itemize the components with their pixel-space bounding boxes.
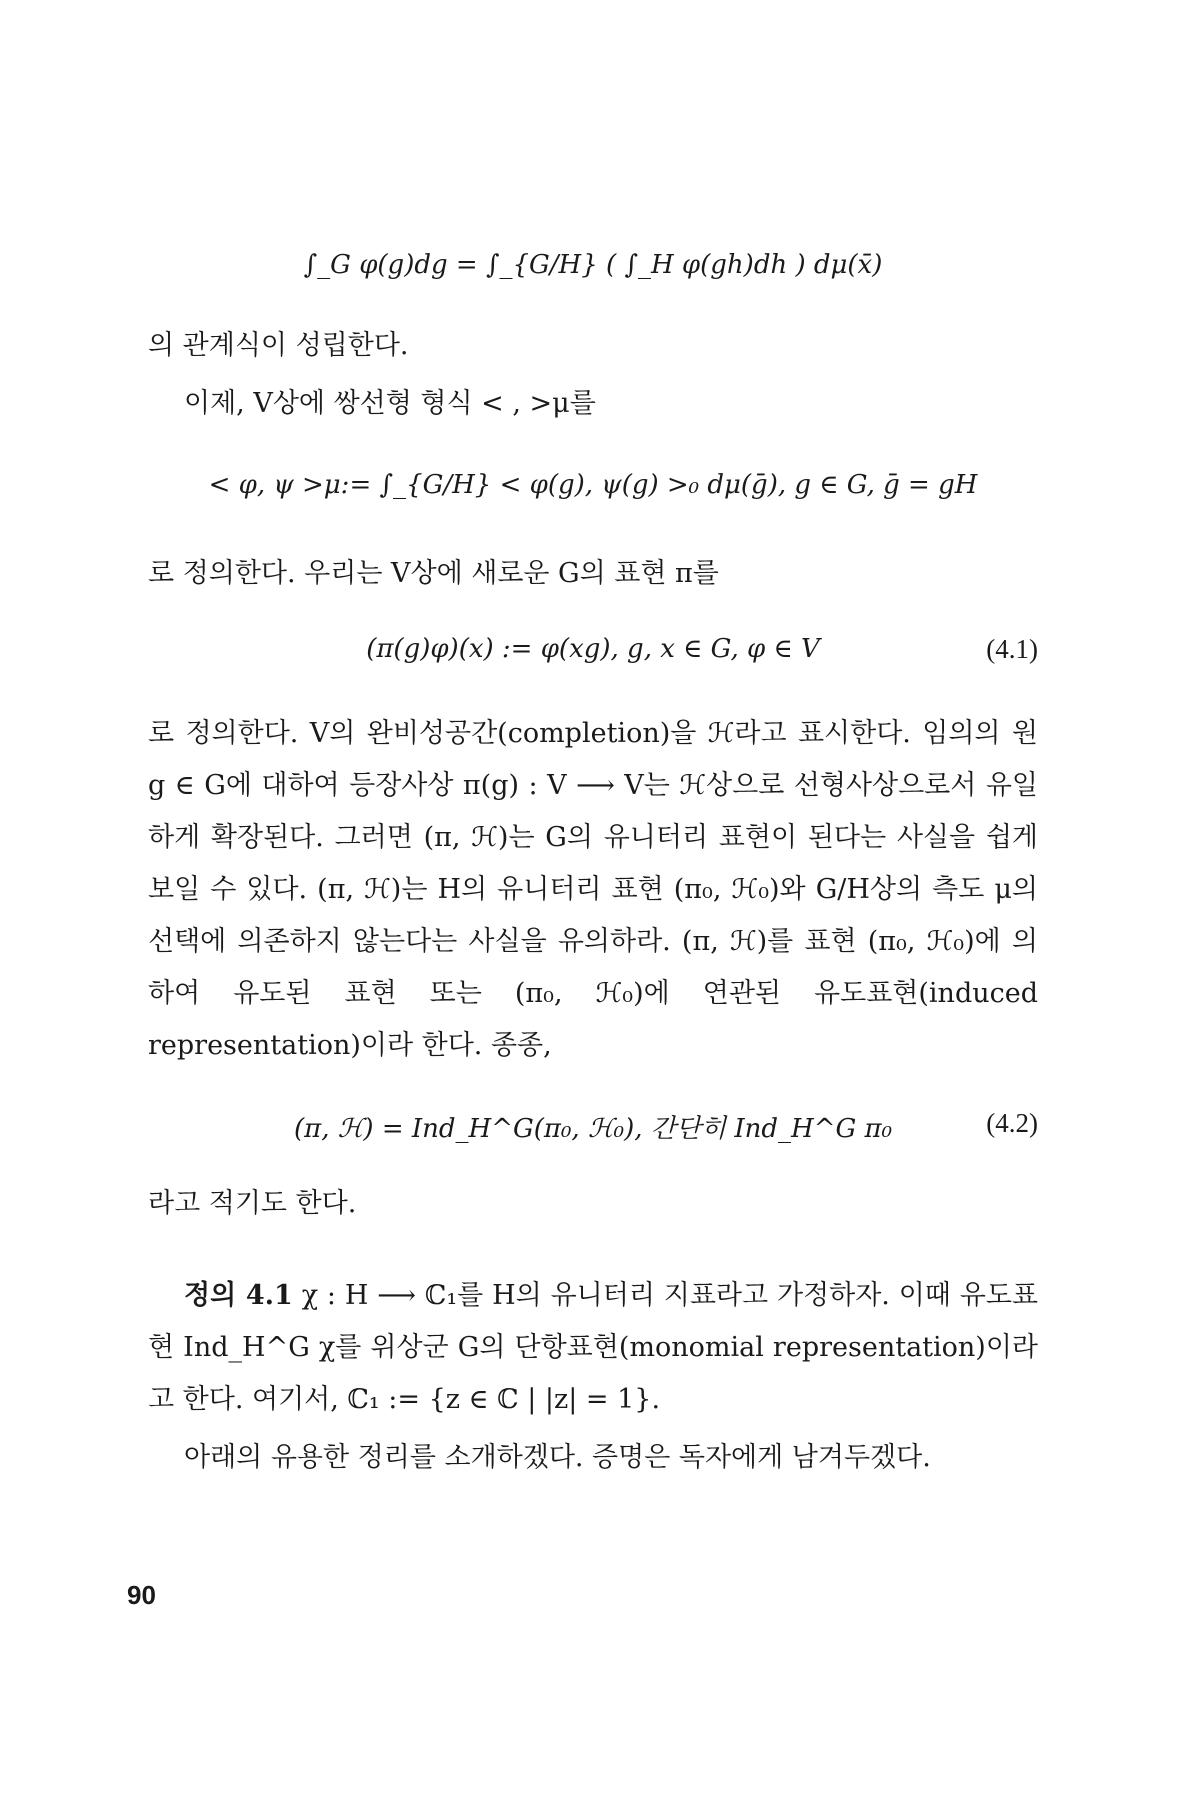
paragraph-text: 의 관계식이 성립한다. — [148, 330, 409, 361]
equation-text: ∫_G φ(g)dg = ∫_{G/H} ( ∫_H φ(gh)dh ) dμ(x̄) — [303, 250, 883, 280]
equation-text: < φ, ψ >μ:= ∫_{G/H} < φ(g), ψ(g) >₀ dμ(ḡ), g ∈ G, ḡ = gH — [208, 470, 978, 500]
paragraph-text: 이제, V상에 쌍선형 형식 < , >μ를 — [184, 388, 596, 419]
definition-label: 정의 4.1 — [184, 1280, 293, 1311]
equation-text: (π, ℋ) = Ind_H^G(π₀, ℋ₀), 간단히 Ind_H^G π₀ — [293, 1114, 893, 1144]
equation-inner-product — [148, 470, 1038, 500]
paragraph — [148, 548, 1038, 600]
paragraph — [148, 1432, 1038, 1484]
paragraph — [148, 708, 1038, 1072]
paragraph — [148, 378, 1038, 430]
definition-4-1 — [148, 1270, 1038, 1426]
paragraph-text: 로 정의한다. V의 완비성공간(completion)을 ℋ라고 표시한다. 임의의 원 g ∈ G에 대하여 등장사상 π(g) : V ⟶ V는 ℋ상으로 선형사상으로서 유일하게 확장된다. 그러면 (π, ℋ)는 G의 유니터리 표현이 된다는 사실을 쉽게 보일 수 있다. (π, ℋ)는 H의 유니터리 표현 (π₀, ℋ₀)와 G/H상의 측도 μ의 선택에 의존하지 않는다는 사실을 유의하라. (π, ℋ)를 표현 (π₀, ℋ₀)에 의하여 유도된 표현 또는 (π₀, ℋ₀)에 연관된 유도표현(induced representation)이라 한다. 종종, — [148, 718, 1038, 1061]
paragraph-text: 로 정의한다. 우리는 V상에 새로운 G의 표현 π를 — [148, 558, 719, 589]
paragraph-text: 아래의 유용한 정리를 소개하겠다. 증명은 독자에게 남겨두겠다. — [184, 1442, 931, 1473]
paragraph — [148, 320, 1038, 372]
paragraph-text: 라고 적기도 한다. — [148, 1188, 357, 1219]
equation-text: (π(g)φ)(x) := φ(xg), g, x ∈ G, φ ∈ V — [366, 634, 820, 664]
definition-text — [148, 1270, 1038, 1426]
definition-body: χ : H ⟶ ℂ₁를 H의 유니터리 지표라고 가정하자. 이때 유도표현 Ind_H^G χ를 위상군 G의 단항표현(monomial representation)이라고 한다. 여기서, ℂ₁ := {z ∈ ℂ | |z| = 1}. — [148, 1280, 1038, 1415]
equation-4-1 — [148, 634, 1038, 664]
equation-integral-decomposition — [148, 250, 1038, 280]
page-number: 90 — [127, 1580, 156, 1610]
equation-4-2 — [148, 1108, 1038, 1145]
paragraph — [148, 1178, 1038, 1230]
equation-number: (4.1) — [986, 634, 1038, 664]
equation-number: (4.2) — [986, 1108, 1038, 1138]
